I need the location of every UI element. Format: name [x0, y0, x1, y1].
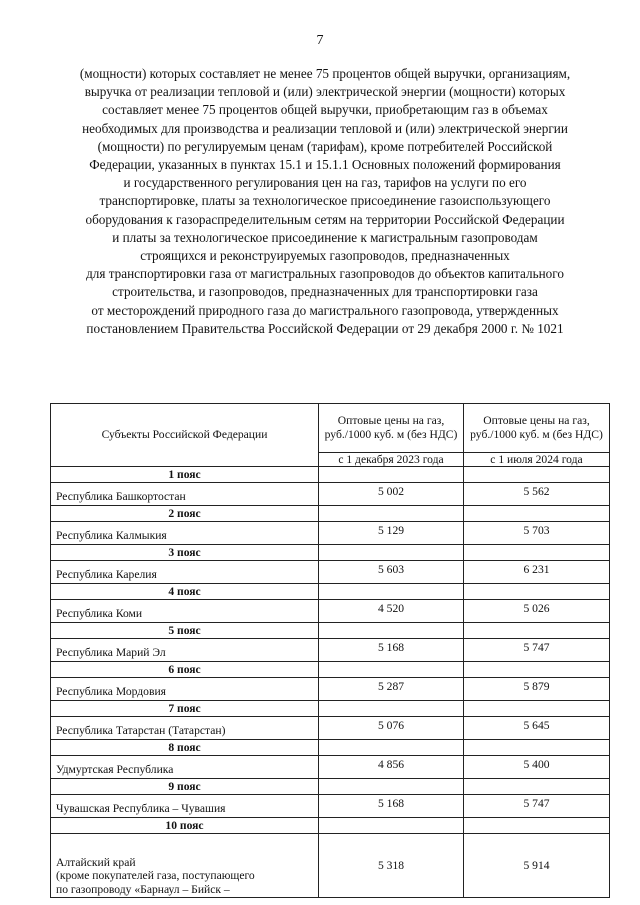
empty-cell: [319, 701, 464, 717]
price-2024: 5 879: [464, 678, 610, 701]
price-2024: 5 400: [464, 756, 610, 779]
zone-label: 2 пояс: [51, 506, 319, 522]
price-2023: 5 168: [319, 795, 464, 818]
intro-line: от месторождений природного газа до магистрального газопровода, утвержденных: [91, 302, 559, 318]
zone-row: [51, 701, 610, 717]
price-2023: 5 603: [319, 561, 464, 584]
empty-cell: [319, 467, 464, 483]
empty-cell: [319, 545, 464, 561]
zone-row: [51, 584, 610, 600]
empty-cell: [464, 545, 610, 561]
price-2024: 5 026: [464, 600, 610, 623]
price-2024: 5 562: [464, 483, 610, 506]
zone-row: [51, 506, 610, 522]
zone-label: 7 пояс: [51, 701, 319, 717]
table-row: [51, 522, 610, 545]
region-name: [51, 834, 319, 898]
region-name: Удмуртская Республика: [51, 756, 319, 779]
intro-line: Федерации, указанных в пунктах 15.1 и 15.1.1 Основных положений формирования: [89, 157, 561, 173]
price-2024: 5 747: [464, 639, 610, 662]
empty-cell: [464, 506, 610, 522]
table-row: [51, 600, 610, 623]
region-name-line: Алтайский край: [56, 855, 136, 869]
zone-label: 10 пояс: [51, 818, 319, 834]
price-2024: 5 747: [464, 795, 610, 818]
zone-row: [51, 467, 610, 483]
table-row: [51, 483, 610, 506]
zone-row: [51, 545, 610, 561]
empty-cell: [464, 740, 610, 756]
price-2024: 5 645: [464, 717, 610, 740]
header-subjects: Субъекты Российской Федерации: [51, 404, 319, 467]
header-price-2023: Оптовые цены на газ, руб./1000 куб. м (без НДС): [319, 404, 464, 453]
header-price-2024: Оптовые цены на газ, руб./1000 куб. м (без НДС): [464, 404, 610, 453]
intro-line: для транспортировки газа от магистральных газопроводов до объектов капитального: [86, 266, 564, 282]
intro-line: (мощности) по регулируемым ценам (тарифам), кроме потребителей Российской: [97, 138, 553, 154]
intro-line: выручка от реализации тепловой и (или) электрической энергии (мощности) которых: [84, 84, 566, 100]
empty-cell: [319, 506, 464, 522]
gas-price-table: [50, 403, 610, 898]
intro-line: и платы за технологическое присоединение к магистральным газопроводам: [112, 229, 538, 245]
table-row: [51, 717, 610, 740]
zone-row: [51, 623, 610, 639]
price-2024: 5 703: [464, 522, 610, 545]
zone-row: [51, 740, 610, 756]
price-2023: 5 287: [319, 678, 464, 701]
empty-cell: [464, 467, 610, 483]
price-2024: 6 231: [464, 561, 610, 584]
empty-cell: [319, 662, 464, 678]
page-number: 7: [316, 33, 324, 48]
zone-label: 8 пояс: [51, 740, 319, 756]
region-name-line: по газопроводу «Барнаул – Бийск –: [56, 882, 230, 896]
zone-label: 1 пояс: [51, 467, 319, 483]
empty-cell: [464, 818, 610, 834]
empty-cell: [464, 623, 610, 639]
region-name: Чувашская Республика – Чувашия: [51, 795, 319, 818]
empty-cell: [464, 779, 610, 795]
table-row: [51, 834, 610, 898]
header-date-2023: с 1 декабря 2023 года: [319, 453, 464, 467]
table-header-row: [51, 404, 610, 453]
price-2023: 5 168: [319, 639, 464, 662]
zone-label: 5 пояс: [51, 623, 319, 639]
intro-line: и государственного регулирования цен на газ, тарифов на услуги по его: [123, 175, 527, 191]
empty-cell: [319, 584, 464, 600]
empty-cell: [464, 584, 610, 600]
region-name: Республика Калмыкия: [51, 522, 319, 545]
price-2023: 5 129: [319, 522, 464, 545]
intro-line: составляет менее 75 процентов общей выручки, приобретающим газ в объемах: [102, 102, 548, 118]
intro-line: транспортировке, платы за технологическое присоединение газоиспользующего: [99, 193, 551, 209]
intro-paragraph: [40, 65, 610, 338]
table-row: [51, 678, 610, 701]
intro-line: строительства, и газопроводов, предназначенных для транспортировки газа: [112, 284, 538, 300]
empty-cell: [319, 623, 464, 639]
zone-row: [51, 818, 610, 834]
region-name: Республика Марий Эл: [51, 639, 319, 662]
table-row: [51, 639, 610, 662]
region-name: Республика Татарстан (Татарстан): [51, 717, 319, 740]
empty-cell: [319, 779, 464, 795]
zone-label: 4 пояс: [51, 584, 319, 600]
price-2023: 4 856: [319, 756, 464, 779]
intro-line: необходимых для производства и реализации тепловой и (или) электрической энергии: [82, 120, 568, 136]
zone-label: 6 пояс: [51, 662, 319, 678]
intro-line: строящихся и реконструируемых газопроводов, предназначенных: [140, 248, 510, 264]
zone-row: [51, 779, 610, 795]
region-name: Республика Коми: [51, 600, 319, 623]
intro-line: оборудования к газораспределительным сетям на территории Российской Федерации: [85, 211, 565, 227]
header-date-2024: с 1 июля 2024 года: [464, 453, 610, 467]
table-row: [51, 561, 610, 584]
empty-cell: [464, 662, 610, 678]
region-name-line: (кроме покупателей газа, поступающего: [56, 869, 255, 882]
empty-cell: [319, 818, 464, 834]
price-2023: 5 002: [319, 483, 464, 506]
zone-label: 9 пояс: [51, 779, 319, 795]
table-row: [51, 795, 610, 818]
price-2024: 5 914: [464, 834, 610, 898]
region-name: Республика Карелия: [51, 561, 319, 584]
table-row: [51, 756, 610, 779]
zone-row: [51, 662, 610, 678]
intro-line: постановлением Правительства Российской Федерации от 29 декабря 2000 г. № 1021: [86, 320, 564, 336]
price-2023: 4 520: [319, 600, 464, 623]
empty-cell: [464, 701, 610, 717]
price-2023: 5 318: [319, 834, 464, 898]
empty-cell: [319, 740, 464, 756]
region-name: Республика Башкортостан: [51, 483, 319, 506]
price-2023: 5 076: [319, 717, 464, 740]
zone-label: 3 пояс: [51, 545, 319, 561]
region-name: Республика Мордовия: [51, 678, 319, 701]
intro-line: (мощности) которых составляет не менее 75 процентов общей выручки, организациям,: [79, 66, 571, 81]
